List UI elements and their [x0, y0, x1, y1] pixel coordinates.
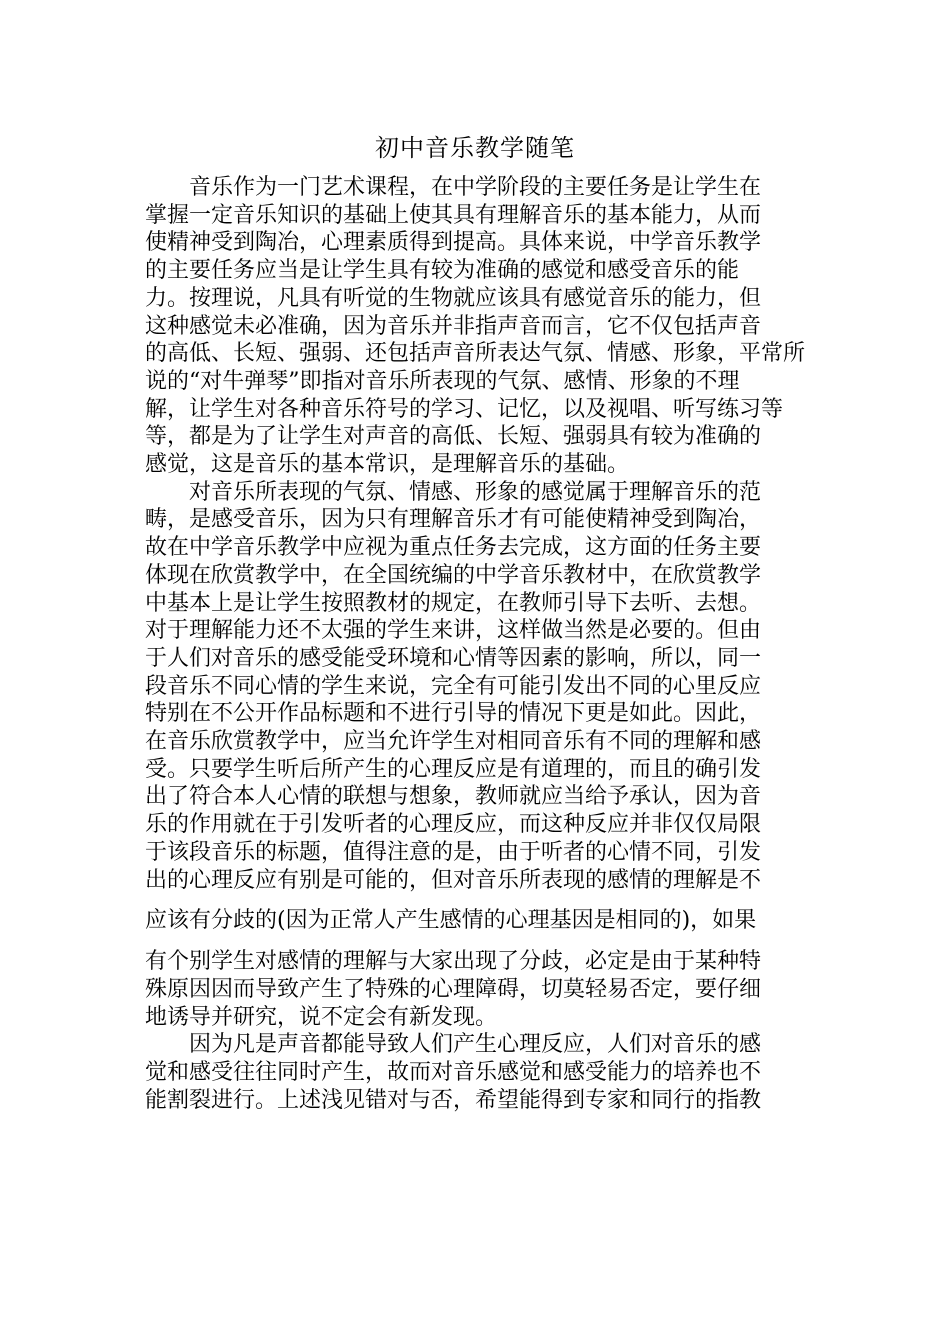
document-title: 初中音乐教学随笔	[375, 134, 575, 162]
text-line: 音乐作为一门艺术课程，在中学阶段的主要任务是让学生在	[145, 175, 762, 200]
text-line: 等，都是为了让学生对声音的高低、长短、强弱具有较为准确的	[145, 424, 762, 450]
text-line: 段音乐不同心情的学生来说，完全有可能引发出不同的心里反应	[145, 673, 762, 699]
text-line: 的高低、长短、强弱、还包括声音所表达气氛、情感、形象，平常所	[145, 341, 806, 367]
paragraph-1	[145, 174, 809, 479]
text-line: 有个别学生对感情的理解与大家出现了分歧，必定是由于某种特	[145, 949, 762, 975]
text-line: 对于理解能力还不太强的学生来讲，这样做当然是必要的。但由	[145, 618, 762, 644]
text-line: 能割裂进行。上述浅见错对与否，希望能得到专家和同行的指教	[145, 1087, 762, 1113]
paragraph-2-continued	[145, 894, 809, 948]
text-line: 解，让学生对各种音乐符号的学习、记忆，以及视唱、听写练习等	[145, 396, 784, 422]
text-line: 使精神受到陶冶，心理素质得到提高。具体来说，中学音乐教学	[145, 230, 762, 256]
text-line: 应该有分歧的(因为正常人产生感情的心理基因是相同的)，如果	[145, 908, 757, 934]
text-line: 殊原因因而导致产生了特殊的心理障碍，切莫轻易否定，要仔细	[145, 976, 762, 1002]
text-line: 畴，是感受音乐，因为只有理解音乐才有可能使精神受到陶冶，	[145, 507, 762, 533]
text-line: 这种感觉未必准确，因为音乐并非指声音而言，它不仅包括声音	[145, 313, 762, 339]
text-line: 的主要任务应当是让学生具有较为准确的感觉和感受音乐的能	[145, 258, 740, 284]
text-line: 掌握一定音乐知识的基础上使其具有理解音乐的基本能力，从而	[145, 202, 762, 228]
text-line: 特别在不公开作品标题和不进行引导的情况下更是如此。因此，	[145, 701, 762, 727]
text-line: 乐的作用就在于引发听者的心理反应，而这种反应并非仅仅局限	[145, 812, 762, 838]
text-line: 受。只要学生听后所产生的心理反应是有道理的，而且的确引发	[145, 756, 762, 782]
text-line: 出的心理反应有别是可能的，但对音乐所表现的感情的理解是不	[145, 867, 762, 893]
text-line: 地诱导并研究，说不定会有新发现。	[145, 1004, 498, 1030]
text-line: 觉和感受往往同时产生，故而对音乐感觉和感受能力的培养也不	[145, 1060, 762, 1086]
text-line: 对音乐所表现的气氛、情感、形象的感觉属于理解音乐的范	[145, 479, 762, 505]
paragraph-3	[145, 1031, 809, 1114]
text-line: 出了符合本人心情的联想与想象，教师就应当给予承认，因为音	[145, 784, 762, 810]
text-line: 于该段音乐的标题，值得注意的是，由于听者的心情不同，引发	[145, 839, 762, 865]
text-line: 因为凡是声音都能导致人们产生心理反应，人们对音乐的感	[145, 1032, 762, 1058]
document-body	[145, 174, 809, 1115]
text-line: 在音乐欣赏教学中，应当允许学生对相同音乐有不同的理解和感	[145, 729, 762, 755]
text-line: 体现在欣赏教学中，在全国统编的中学音乐教材中，在欣赏教学	[145, 562, 762, 588]
paragraph-2	[145, 479, 809, 895]
text-line: 力。按理说，凡具有听觉的生物就应该具有感觉音乐的能力，但	[145, 285, 762, 311]
text-line: 感觉，这是音乐的基本常识，是理解音乐的基础。	[145, 452, 630, 478]
text-line: 中基本上是让学生按照教材的规定，在教师引导下去听、去想。	[145, 590, 762, 616]
text-line: 于人们对音乐的感受能受环境和心情等因素的影响，所以，同一	[145, 645, 762, 671]
text-line: 说的“对牛弹琴”即指对音乐所表现的气氛、感情、形象的不理	[145, 368, 740, 394]
paragraph-2-tail	[145, 948, 809, 1031]
text-line: 故在中学音乐教学中应视为重点任务去完成，这方面的任务主要	[145, 535, 762, 561]
